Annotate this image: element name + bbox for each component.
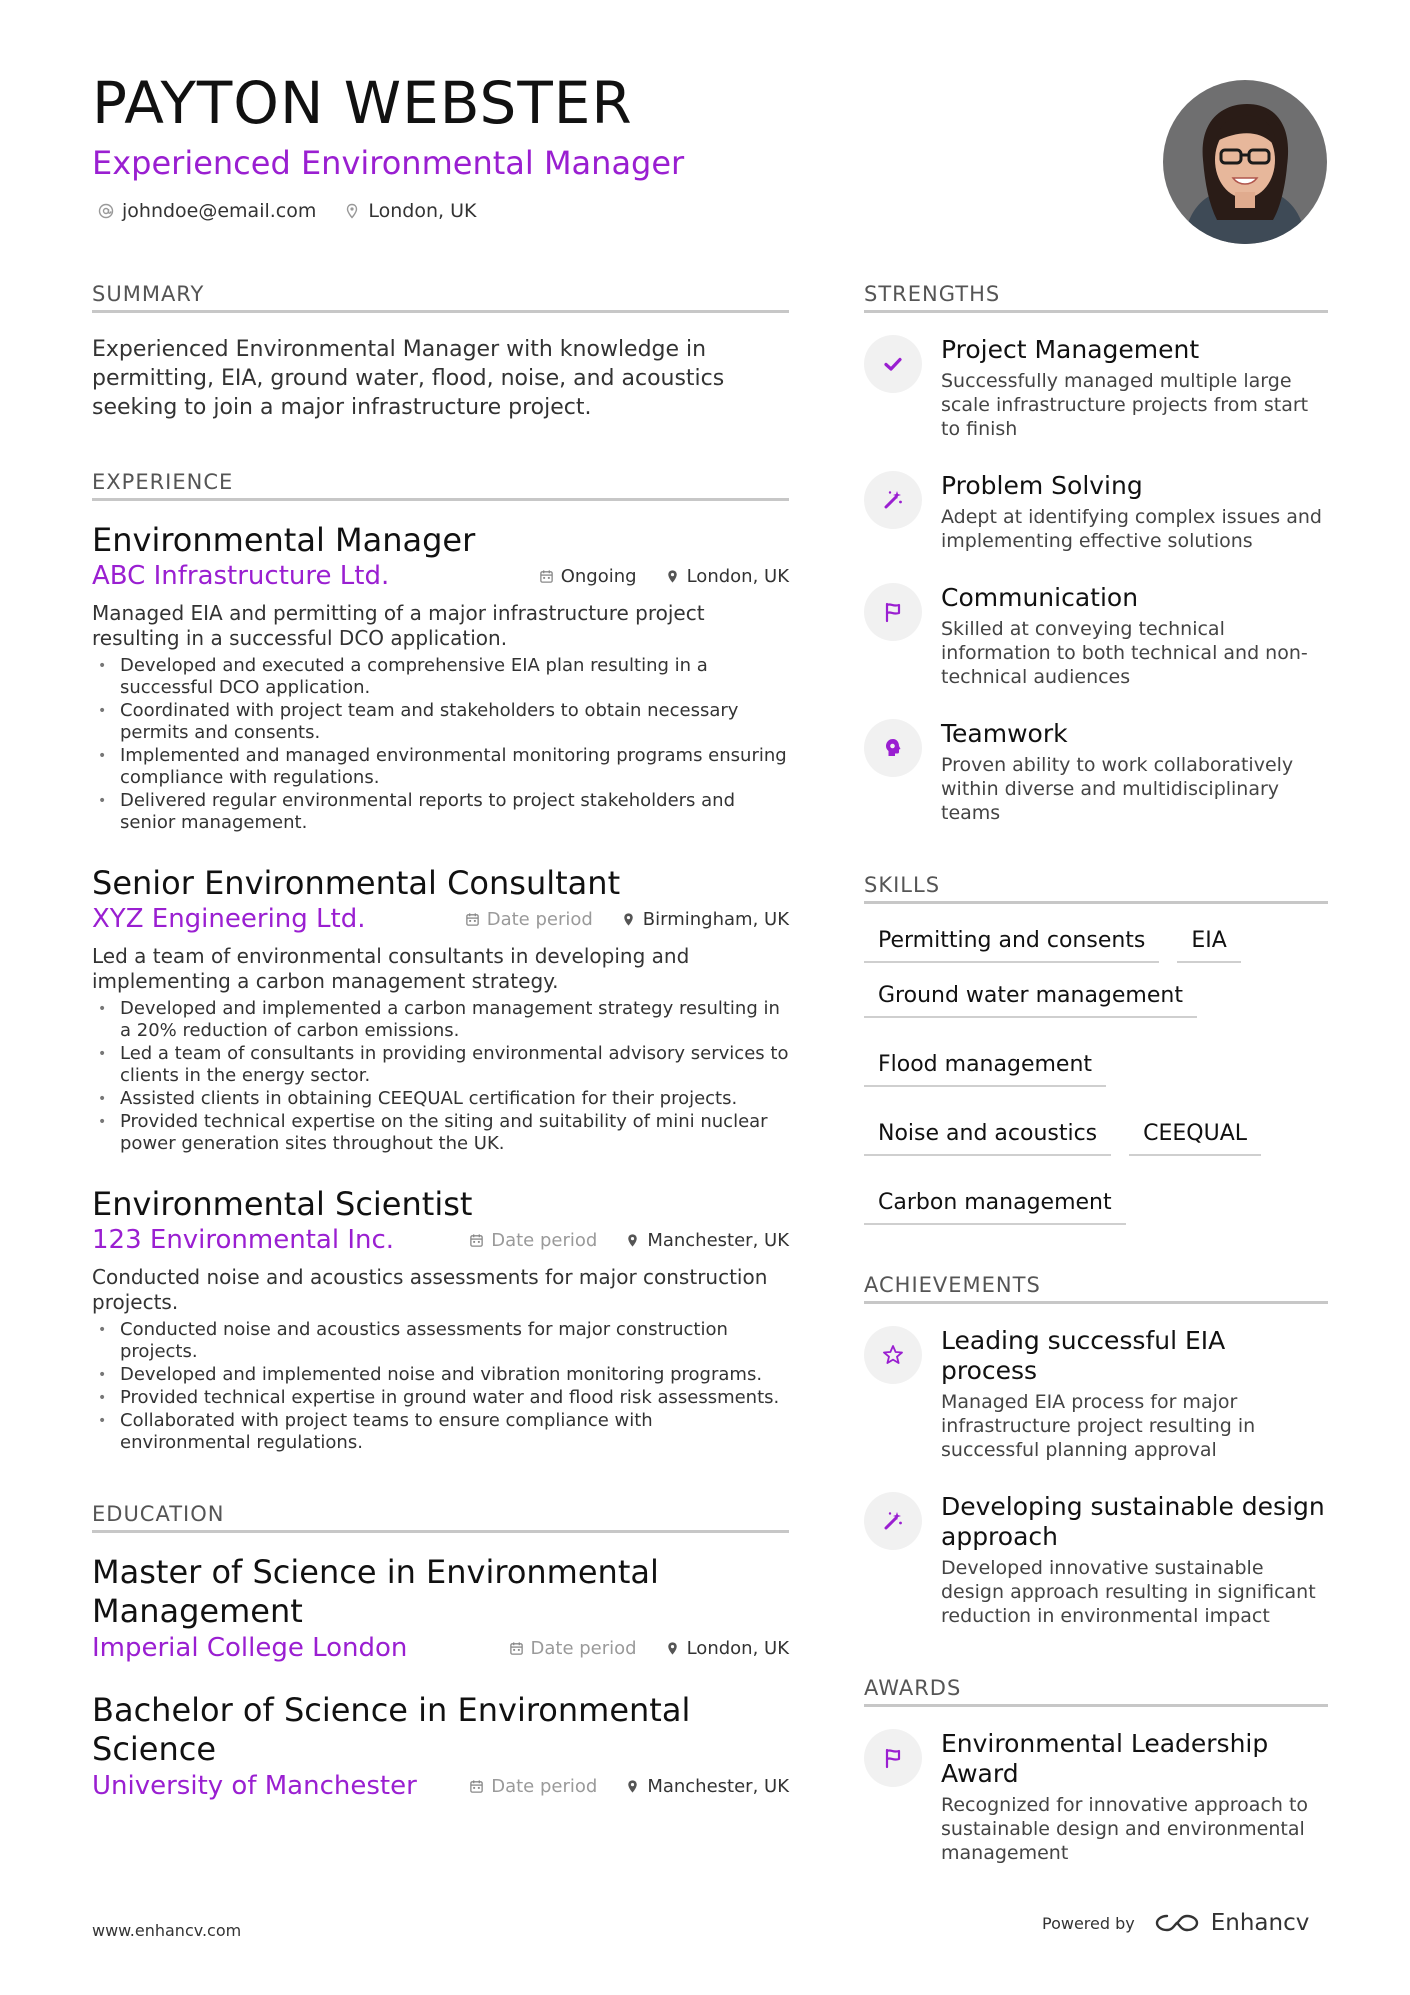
footer-website[interactable]: www.enhancv.com <box>92 1921 242 1940</box>
education-date <box>469 1776 597 1797</box>
strength-title: Teamwork <box>941 719 1068 748</box>
education-meta-details <box>509 1638 790 1659</box>
candidate-headline: Experienced Environmental Manager <box>92 144 685 182</box>
education-location <box>665 1638 789 1659</box>
education-location <box>625 1776 789 1797</box>
brand-logo[interactable] <box>1153 1910 1310 1936</box>
left-column <box>92 282 789 1849</box>
education-meta <box>92 1633 789 1663</box>
achievement-body <box>941 1326 1328 1462</box>
summary-section <box>92 282 789 422</box>
job-meta-details <box>539 566 789 587</box>
contact-email-text: johndoe@email.com <box>122 200 317 222</box>
job-date-text: Date period <box>486 909 593 930</box>
education-school: Imperial College London <box>92 1633 408 1663</box>
achievements-section <box>864 1273 1328 1628</box>
skill-tag: Permitting and consents <box>864 922 1159 963</box>
education-meta-details <box>469 1776 789 1797</box>
education-meta <box>92 1771 789 1801</box>
achievement-item <box>864 1492 1328 1628</box>
education-degree: Bachelor of Science in Environmental Science <box>92 1691 691 1768</box>
location-pin-icon <box>625 1779 640 1794</box>
strength-desc: Adept at identifying complex issues and implementing effective solutions <box>941 506 1322 552</box>
powered-by-text: Powered by <box>1042 1913 1135 1933</box>
job-bullet: • Provided technical expertise on the siting and suitability of mini nuclear power generation sites throughout the UK. <box>92 1111 789 1155</box>
achievement-item <box>864 1326 1328 1462</box>
education-school: University of Manchester <box>92 1771 417 1801</box>
education-date <box>509 1638 637 1659</box>
job-entry <box>92 864 789 1155</box>
awards-section <box>864 1676 1328 1865</box>
experience-section <box>92 470 789 1454</box>
job-bullet: • Developed and implemented a carbon management strategy resulting in a 20% reduction of carbon emissions. <box>92 998 789 1042</box>
calendar-icon <box>465 912 480 927</box>
location-pin-icon <box>665 1641 680 1656</box>
job-bullets <box>92 998 789 1155</box>
experience-heading: EXPERIENCE <box>92 470 789 501</box>
avatar <box>1163 80 1327 244</box>
job-company: ABC Infrastructure Ltd. <box>92 561 390 591</box>
achievements-heading: ACHIEVEMENTS <box>864 1273 1328 1304</box>
job-title: Senior Environmental Consultant <box>92 864 621 902</box>
candidate-name: PAYTON WEBSTER <box>92 69 633 137</box>
job-date <box>465 909 593 930</box>
strength-desc: Skilled at conveying technical information to both technical and non-technical audiences <box>941 618 1308 688</box>
award-item <box>864 1729 1328 1865</box>
job-meta <box>92 904 789 934</box>
brand-name: Enhancv <box>1210 1910 1310 1936</box>
job-location-text: Manchester, UK <box>647 1230 789 1251</box>
summary-heading: SUMMARY <box>92 282 789 313</box>
job-meta <box>92 561 789 591</box>
job-bullet: • Implemented and managed environmental monitoring programs ensuring compliance with regulations. <box>92 745 789 789</box>
magic-wand-icon <box>864 471 922 529</box>
award-desc: Recognized for innovative approach to sustainable design and environmental management <box>941 1794 1309 1864</box>
flag-icon <box>864 583 922 641</box>
job-description: Managed EIA and permitting of a major infrastructure project resulting in a successful DCO application. <box>92 601 705 650</box>
head-icon <box>864 719 922 777</box>
job-date <box>469 1230 597 1251</box>
education-degree: Master of Science in Environmental Management <box>92 1553 659 1630</box>
magic-wand-icon <box>864 1492 922 1550</box>
job-date <box>539 566 637 587</box>
achievement-title: Leading successful EIA process <box>941 1326 1226 1385</box>
education-date-text: Date period <box>491 1776 598 1797</box>
achievement-desc: Managed EIA process for major infrastructure project resulting in successful planning approval <box>941 1391 1256 1461</box>
job-company: XYZ Engineering Ltd. <box>92 904 366 934</box>
job-bullet: • Delivered regular environmental reports to project stakeholders and senior management. <box>92 790 789 834</box>
strength-desc: Successfully managed multiple large scale infrastructure projects from start to finish <box>941 370 1309 440</box>
job-location-text: London, UK <box>686 566 789 587</box>
job-title: Environmental Scientist <box>92 1185 473 1223</box>
strength-body <box>941 583 1328 689</box>
job-bullet: • Conducted noise and acoustics assessments for major construction projects. <box>92 1319 789 1363</box>
avatar-portrait <box>1163 80 1327 244</box>
strength-title: Project Management <box>941 335 1200 364</box>
job-meta <box>92 1225 789 1255</box>
contact-row <box>98 200 476 222</box>
strength-body <box>941 471 1328 553</box>
strength-item <box>864 335 1328 441</box>
job-location-text: Birmingham, UK <box>642 909 789 930</box>
job-bullet: • Coordinated with project team and stakeholders to obtain necessary permits and consents. <box>92 700 789 744</box>
skills-list <box>864 922 1328 1225</box>
job-entry <box>92 1185 789 1454</box>
strength-title: Communication <box>941 583 1139 612</box>
job-location <box>625 1230 789 1251</box>
job-entry <box>92 521 789 834</box>
achievement-body <box>941 1492 1328 1628</box>
flag-icon <box>864 1729 922 1787</box>
skill-tag: Noise and acoustics <box>864 1115 1111 1156</box>
contact-location-text: London, UK <box>368 200 477 222</box>
strength-desc: Proven ability to work collaboratively within diverse and multidisciplinary teams <box>941 754 1294 824</box>
location-pin-icon <box>625 1233 640 1248</box>
job-bullets <box>92 1319 789 1454</box>
skills-section <box>864 873 1328 1225</box>
job-description: Led a team of environmental consultants in developing and implementing a carbon management strategy. <box>92 944 690 993</box>
skill-tag: Ground water management <box>864 977 1197 1018</box>
strength-body <box>941 335 1328 441</box>
job-location <box>665 566 789 587</box>
strength-item <box>864 471 1328 553</box>
job-bullet: • Assisted clients in obtaining CEEQUAL certification for their projects. <box>92 1088 789 1110</box>
awards-heading: AWARDS <box>864 1676 1328 1707</box>
location-pin-icon <box>344 203 360 219</box>
education-heading: EDUCATION <box>92 1502 789 1533</box>
at-icon <box>98 203 114 219</box>
job-description: Conducted noise and acoustics assessments for major construction projects. <box>92 1265 768 1314</box>
education-entry <box>92 1553 789 1663</box>
star-icon <box>864 1326 922 1384</box>
job-title: Environmental Manager <box>92 521 476 559</box>
right-column <box>864 282 1328 1913</box>
skill-tag: EIA <box>1177 922 1240 963</box>
skill-tag: Carbon management <box>864 1184 1126 1225</box>
award-title: Environmental Leadership Award <box>941 1729 1269 1788</box>
calendar-icon <box>469 1233 484 1248</box>
skill-tag: CEEQUAL <box>1129 1115 1261 1156</box>
location-pin-icon <box>621 912 636 927</box>
check-icon <box>864 335 922 393</box>
strengths-heading: STRENGTHS <box>864 282 1328 313</box>
summary-text: Experienced Environmental Manager with knowledge in permitting, EIA, ground water, flood, noise, and acoustics seeking to join a major infrastructure project. <box>92 337 725 420</box>
calendar-icon <box>539 569 554 584</box>
skill-tag: Flood management <box>864 1046 1106 1087</box>
job-bullet: • Developed and executed a comprehensive EIA plan resulting in a successful DCO application. <box>92 655 789 699</box>
skills-heading: SKILLS <box>864 873 1328 904</box>
location-pin-icon <box>665 569 680 584</box>
calendar-icon <box>469 1779 484 1794</box>
job-location <box>621 909 789 930</box>
job-date-text: Ongoing <box>560 566 637 587</box>
strength-title: Problem Solving <box>941 471 1143 500</box>
strength-item <box>864 583 1328 689</box>
job-meta-details <box>469 1230 789 1251</box>
achievement-title: Developing sustainable design approach <box>941 1492 1325 1551</box>
footer-branding <box>1042 1910 1309 1936</box>
job-bullet: • Collaborated with project teams to ensure compliance with environmental regulations. <box>92 1410 789 1454</box>
education-date-text: Date period <box>530 1638 637 1659</box>
education-location-text: London, UK <box>686 1638 789 1659</box>
education-section <box>92 1502 789 1801</box>
job-meta-details <box>465 909 789 930</box>
job-bullet: • Led a team of consultants in providing environmental advisory services to clients in the energy sector. <box>92 1043 789 1087</box>
enhancv-logo-icon <box>1153 1911 1201 1935</box>
contact-email[interactable] <box>98 200 316 222</box>
education-entry <box>92 1691 789 1801</box>
strength-item <box>864 719 1328 825</box>
contact-location <box>344 200 476 222</box>
job-date-text: Date period <box>491 1230 598 1251</box>
achievement-desc: Developed innovative sustainable design approach resulting in significant reduction in environmental impact <box>941 1557 1316 1627</box>
job-bullet: • Developed and implemented noise and vibration monitoring programs. <box>92 1364 789 1386</box>
job-bullet: • Provided technical expertise in ground water and flood risk assessments. <box>92 1387 789 1409</box>
job-company: 123 Environmental Inc. <box>92 1225 395 1255</box>
strength-body <box>941 719 1328 825</box>
education-location-text: Manchester, UK <box>647 1776 789 1797</box>
strengths-section <box>864 282 1328 825</box>
job-bullets <box>92 655 789 834</box>
calendar-icon <box>509 1641 524 1656</box>
award-body <box>941 1729 1328 1865</box>
